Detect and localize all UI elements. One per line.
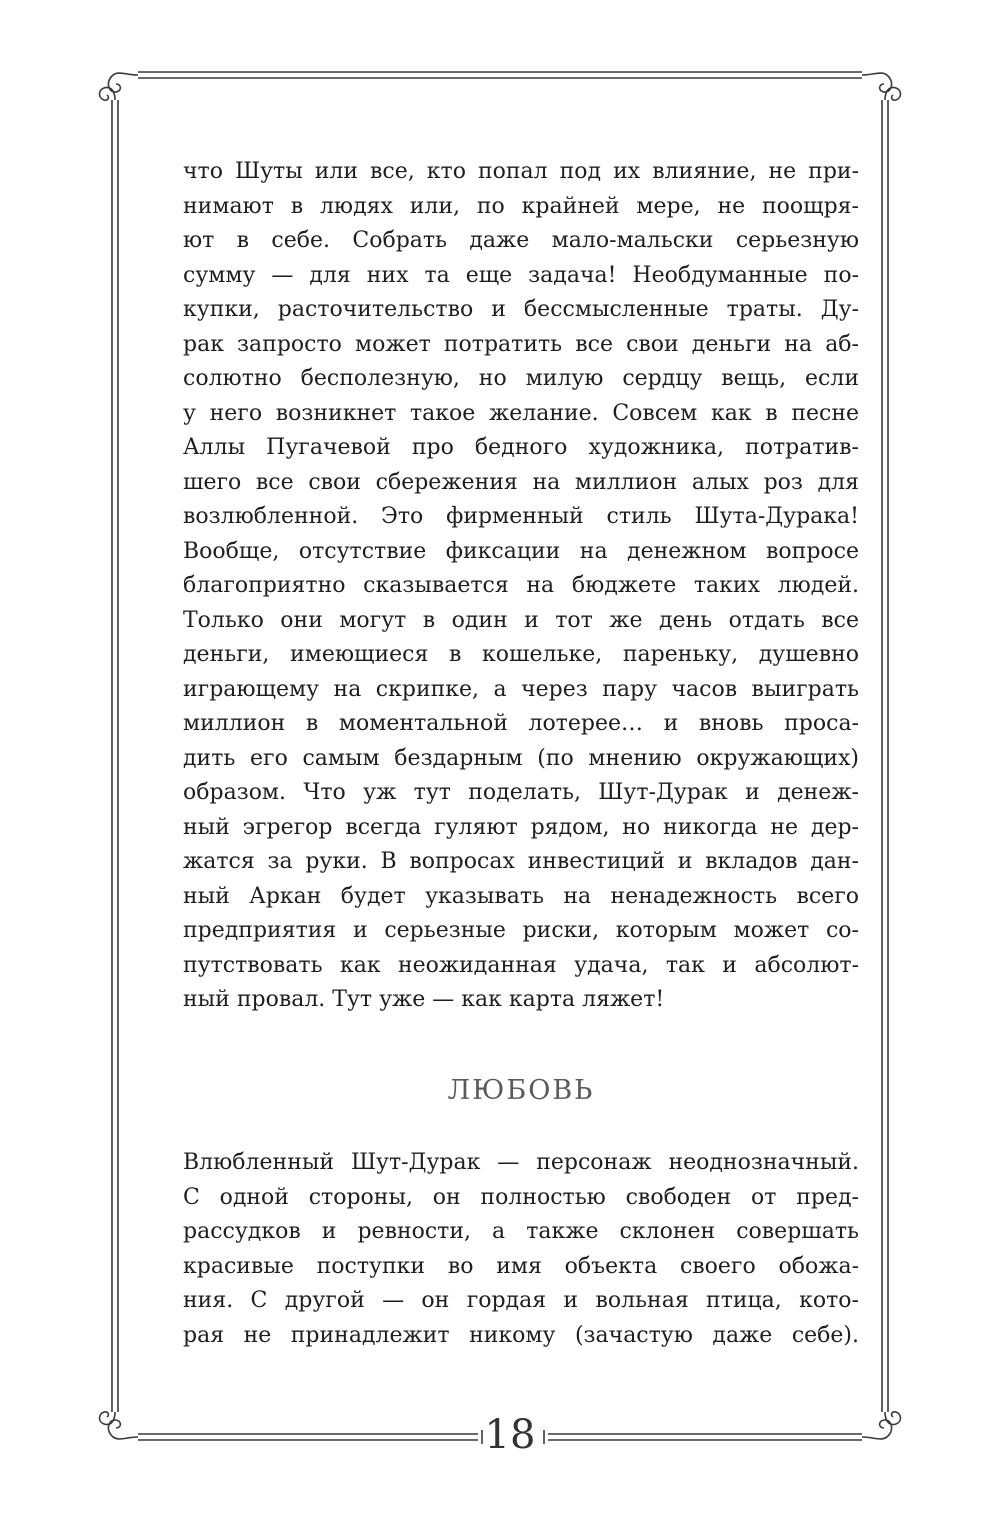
text-line: играющему на скрипке, а через пару часов выиграть — [183, 676, 859, 702]
text-line: красивые поступки во имя объекта своего обожа- — [183, 1253, 859, 1279]
text-line: ный Аркан будет указывать на ненадежность всего — [183, 883, 859, 909]
text-line: сумму — для них та еще задача! Необдуманные по- — [183, 262, 859, 288]
text-line: что Шуты или все, кто попал под их влияние, не при- — [183, 159, 859, 184]
text-line: предприятия и серьезные риски, которым может со- — [183, 918, 859, 943]
page-number: 18 — [484, 1412, 536, 1458]
text-line: нимают в людях или, по крайней мере, не поощря- — [183, 193, 859, 219]
section-heading: ЛЮБОВЬ — [447, 1075, 595, 1106]
text-line: рак запросто может потратить все свои деньги на аб- — [183, 331, 859, 357]
text-line: ный эгрегор всегда гуляют рядом, но никогда не дер- — [183, 814, 859, 840]
text-line: у него возникнет такое желание. Совсем как в песне — [183, 400, 859, 426]
text-line: путствовать как неожиданная удача, так и абсолют- — [183, 952, 859, 978]
text-line: рая не принадлежит никому (зачастую даже себе). — [183, 1322, 859, 1348]
text-line: возлюбленной. Это фирменный стиль Шута-Дурака! — [183, 504, 859, 529]
text-line: Вообще, отсутствие фиксации на денежном вопросе — [183, 538, 859, 564]
text-line: рассудков и ревности, а также склонен совершать — [183, 1219, 859, 1244]
body-paragraph-2 — [183, 1146, 859, 1353]
text-line: шего все свои сбережения на миллион алых роз для — [183, 469, 859, 495]
text-line: С одной стороны, он полностью свободен от пред- — [183, 1184, 859, 1210]
text-line: дить его самым бездарным (по мнению окружающих) — [183, 745, 859, 771]
text-line: купки, расточительство и бессмысленные траты. Ду- — [183, 297, 859, 322]
text-line: солютно бесполезную, но милую сердцу вещь, если — [183, 366, 859, 391]
text-line: Только они могут в один и тот же день отдать все — [183, 607, 859, 633]
text-line: деньги, имеющиеся в кошельке, пареньку, душевно — [183, 642, 859, 667]
text-line: ния. С другой — он гордая и вольная птица, кото- — [183, 1288, 859, 1313]
text-line: благоприятно сказывается на бюджете таких людей. — [183, 573, 859, 598]
body-paragraph-1 — [183, 155, 859, 1018]
text-line: Аллы Пугачевой про бедного художника, потратив- — [183, 435, 859, 460]
text-line: Влюбленный Шут-Дурак — персонаж неоднозначный. — [183, 1150, 859, 1175]
text-line: ный провал. Тут уже — как карта ляжет! — [183, 987, 665, 1012]
text-line: ют в себе. Собрать даже мало-мальски серьезную — [183, 228, 859, 253]
text-line: жатся за руки. В вопросах инвестиций и вкладов дан- — [183, 849, 859, 874]
text-line: образом. Что уж тут поделать, Шут-Дурак и денеж- — [183, 780, 859, 805]
text-line: миллион в моментальной лотерее… и вновь проса- — [183, 711, 859, 736]
